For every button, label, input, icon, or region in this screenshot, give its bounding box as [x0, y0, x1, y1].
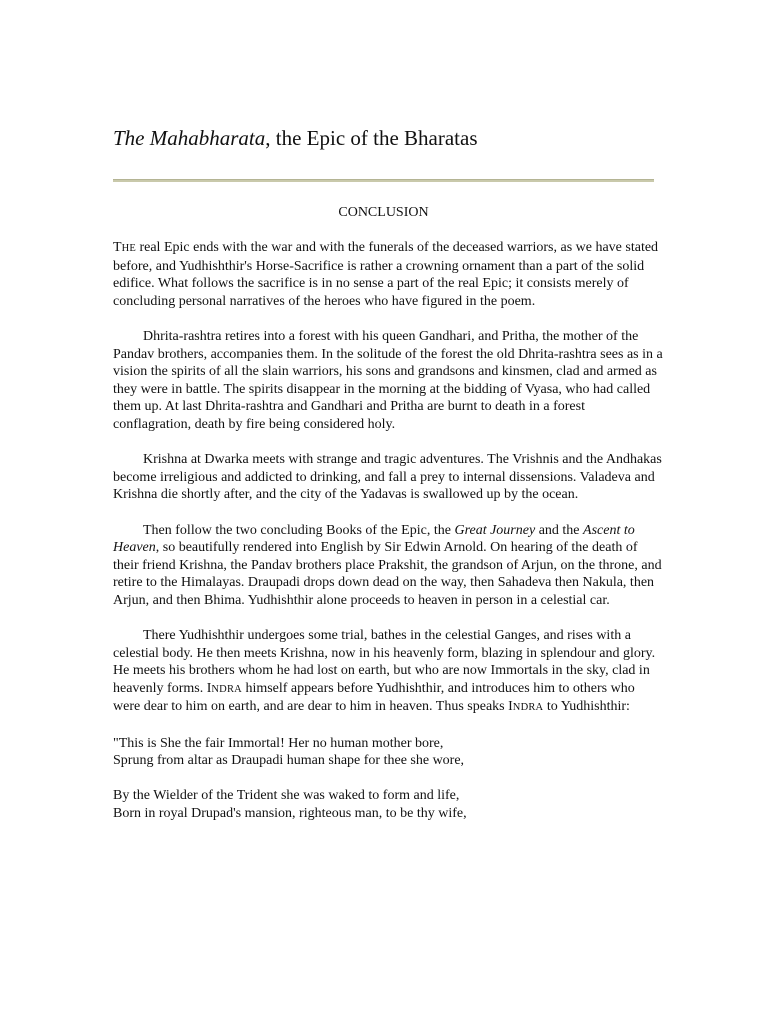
paragraph-2: Dhrita-rashtra retires into a forest with his queen Gandhari, and Pritha, the mother of the Pandav brothers, accompanies them. In the solitude of the forest the old Dhrita-rashtra sees as in a vision the spirits of all the slain warriors, his sons and grandsons and kinsmen, clad and armed as they were in battle. The spirits disappear in the morning at the bidding of Vyasa, who had called them up. At last Dhrita-rashtra and Gandhari and Pritha are burnt to death in a forest conflagration, death by fire being considered holy. [113, 328, 663, 432]
paragraph-5 [113, 627, 665, 717]
dropcap-letter: T [113, 240, 122, 255]
verse-line: Sprung from altar as Draupadi human shape for thee she wore, [113, 753, 465, 769]
book-title-ascent-to-heaven: Ascent to Heaven [113, 522, 635, 556]
section-heading: CONCLUSION [338, 205, 429, 220]
paragraph-5-text-a: There Yudhishthir undergoes some trial, bathes in the celestial Ganges, and rises with a celestial body. He then meets Krishna, now in his heavenly form, blazing in splendour and glory. He meets his brothers whom he had lost on earth, but who are now Immortals in the sky, clad in heavenly forms. [113, 628, 656, 696]
paragraph-5-text-c: to Yudhishthir: [543, 699, 630, 715]
paragraph-4-text-b: and the [535, 522, 584, 538]
document-title [113, 124, 478, 152]
indra-cap-1: I [206, 680, 212, 696]
verse-line: By the Wielder of the Trident she was waked to form and life, [113, 788, 460, 804]
book-title-great-journey: Great Journey [454, 522, 536, 538]
paragraph-5-text-b: himself appears before Yudhishthir, and introduces him to others who were dear to him on earth, and are dear to him in heaven. Thus speaks [113, 680, 635, 715]
indra-small-caps-2: NDRA [512, 702, 544, 714]
paragraph-3: Krishna at Dwarka meets with strange and tragic adventures. The Vrishnis and the Andhakas become irreligious and addicted to drinking, and fall a prey to internal dissensions. Valadeva and Krishna die shortly after, and the city of the Yadavas is swallowed up by the ocean. [113, 452, 662, 503]
paragraph-4 [113, 522, 665, 610]
paragraph-4-text-c: , so beautifully rendered into English by Sir Edwin Arnold. On hearing of the death of their friend Krishna, the Pandav brothers place Prakshit, the grandson of Arjun, on the throne, and retire to the Himalayas. Draupadi drops down dead on the way, then Sahadeva then Nakula, then Arjun, and then Bhima. Yudhishthir alone proceeds to heaven in person in a celestial car. [113, 540, 662, 608]
paragraph-1-text: real Epic ends with the war and with the funerals of the deceased warriors, as we have stated before, and Yudhishthir's Horse-Sacrifice is rather a crowning ornament than a part of the solid edifice. What follows the sacrifice is in no sense a part of the real Epic; it consists merely of concluding personal narratives of the heroes who have figured in the poem. [113, 240, 659, 309]
dropcap-small-caps: HE [121, 243, 136, 254]
indra-small-caps-1: NDRA [211, 683, 242, 695]
verse-stanza-1 [113, 735, 665, 770]
verse-stanza-2 [113, 787, 665, 822]
verse-line: "This is She the fair Immortal! Her no human mother bore, [113, 735, 444, 751]
indra-cap-2: I [508, 699, 513, 715]
paragraph-1 [113, 239, 665, 310]
paragraph-4-text-a: Then follow the two concluding Books of the Epic, the [143, 522, 455, 538]
title-rest: , the Epic of the Bharatas [265, 126, 478, 150]
verse-line: Born in royal Drupad's mansion, righteous man, to be thy wife, [113, 806, 467, 821]
document-body [113, 239, 665, 840]
title-italic: The Mahabharata [113, 126, 266, 150]
horizontal-rule [113, 179, 654, 182]
